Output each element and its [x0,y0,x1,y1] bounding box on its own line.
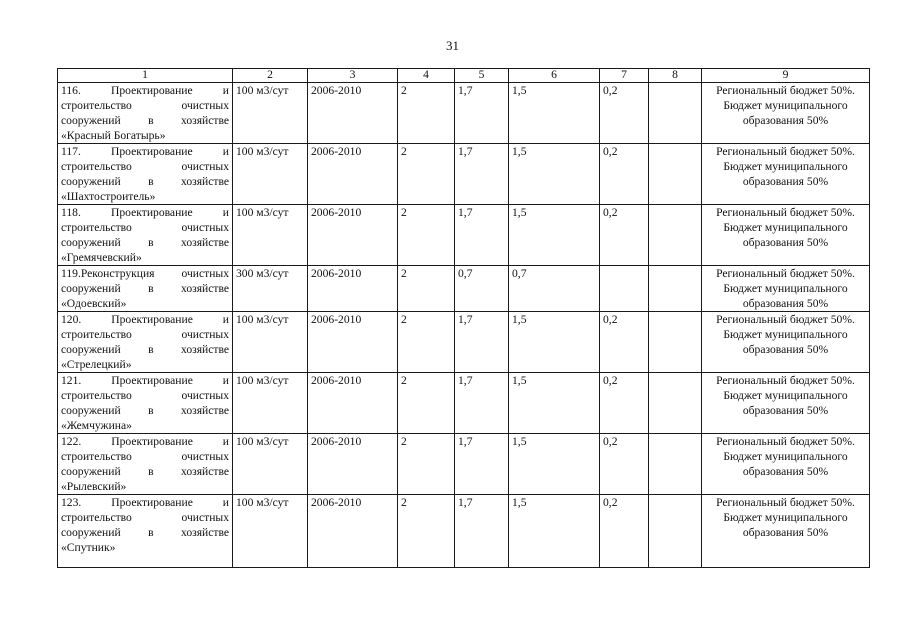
value-cell-6: 0,7 [509,266,600,312]
period-cell: 2006-2010 [308,373,398,434]
value-cell-8 [649,434,702,495]
period-cell: 2006-2010 [308,144,398,205]
value-cell-7 [600,266,649,312]
value-cell-6: 1,5 [509,205,600,266]
value-cell-8 [649,144,702,205]
value-cell-6: 1,5 [509,144,600,205]
period-cell: 2006-2010 [308,495,398,568]
funding-source-cell: Региональный бюджет 50%. Бюджет муниципального образования 50% [702,495,870,568]
capacity-cell: 100 м3/сут [233,83,308,144]
capacity-cell: 100 м3/сут [233,434,308,495]
period-cell: 2006-2010 [308,312,398,373]
funding-source-cell: Региональный бюджет 50%. Бюджет муниципального образования 50% [702,205,870,266]
project-name-cell: 123. Проектирование и строительство очистных сооружений в хозяйстве «Спутник» [58,495,233,568]
program-table [57,68,870,568]
project-name-cell: 122. Проектирование и строительство очистных сооружений в хозяйстве «Рылевский» [58,434,233,495]
period-cell: 2006-2010 [308,434,398,495]
funding-source-cell: Региональный бюджет 50%. Бюджет муниципального образования 50% [702,83,870,144]
project-name-cell: 120. Проектирование и строительство очистных сооружений в хозяйстве «Стрелецкий» [58,312,233,373]
value-cell-7: 0,2 [600,144,649,205]
value-cell-4: 2 [398,144,455,205]
table-row [58,434,870,495]
column-header: 4 [398,69,455,83]
project-name-cell: 121. Проектирование и строительство очистных сооружений в хозяйстве «Жемчужина» [58,373,233,434]
project-name-cell: 119.Реконструкция очистных сооружений в хозяйстве «Одоевский» [58,266,233,312]
value-cell-6: 1,5 [509,312,600,373]
funding-source-cell: Региональный бюджет 50%. Бюджет муниципального образования 50% [702,312,870,373]
column-header: 9 [702,69,870,83]
value-cell-6: 1,5 [509,434,600,495]
table-row [58,205,870,266]
value-cell-7: 0,2 [600,205,649,266]
column-header: 7 [600,69,649,83]
value-cell-4: 2 [398,495,455,568]
column-header: 2 [233,69,308,83]
capacity-cell: 100 м3/сут [233,373,308,434]
page-number: 31 [446,38,459,53]
column-header: 5 [455,69,509,83]
funding-source-cell: Региональный бюджет 50%. Бюджет муниципального образования 50% [702,144,870,205]
value-cell-5: 1,7 [455,434,509,495]
value-cell-7: 0,2 [600,434,649,495]
value-cell-8 [649,312,702,373]
value-cell-6: 1,5 [509,373,600,434]
table-row [58,312,870,373]
value-cell-7: 0,2 [600,312,649,373]
value-cell-4: 2 [398,83,455,144]
value-cell-6: 1,5 [509,83,600,144]
header-row [58,69,870,83]
table-row [58,266,870,312]
column-header: 8 [649,69,702,83]
value-cell-8 [649,205,702,266]
column-header: 1 [58,69,233,83]
value-cell-4: 2 [398,312,455,373]
value-cell-5: 0,7 [455,266,509,312]
capacity-cell: 300 м3/сут [233,266,308,312]
value-cell-8 [649,266,702,312]
column-header: 3 [308,69,398,83]
period-cell: 2006-2010 [308,266,398,312]
period-cell: 2006-2010 [308,205,398,266]
value-cell-8 [649,373,702,434]
table-row [58,373,870,434]
value-cell-4: 2 [398,266,455,312]
capacity-cell: 100 м3/сут [233,144,308,205]
value-cell-5: 1,7 [455,312,509,373]
funding-source-cell: Региональный бюджет 50%. Бюджет муниципального образования 50% [702,266,870,312]
value-cell-5: 1,7 [455,373,509,434]
funding-source-cell: Региональный бюджет 50%. Бюджет муниципального образования 50% [702,373,870,434]
period-cell: 2006-2010 [308,83,398,144]
capacity-cell: 100 м3/сут [233,495,308,568]
table-row [58,83,870,144]
value-cell-7: 0,2 [600,83,649,144]
table-row [58,144,870,205]
funding-source-cell: Региональный бюджет 50%. Бюджет муниципального образования 50% [702,434,870,495]
project-name-cell: 116. Проектирование и строительство очистных сооружений в хозяйстве «Красный Богатырь» [58,83,233,144]
value-cell-5: 1,7 [455,205,509,266]
value-cell-8 [649,83,702,144]
project-name-cell: 118. Проектирование и строительство очистных сооружений в хозяйстве «Гремячевский» [58,205,233,266]
value-cell-4: 2 [398,373,455,434]
column-header: 6 [509,69,600,83]
capacity-cell: 100 м3/сут [233,312,308,373]
capacity-cell: 100 м3/сут [233,205,308,266]
value-cell-8 [649,495,702,568]
value-cell-4: 2 [398,205,455,266]
value-cell-7: 0,2 [600,373,649,434]
value-cell-4: 2 [398,434,455,495]
value-cell-6: 1,5 [509,495,600,568]
value-cell-7: 0,2 [600,495,649,568]
value-cell-5: 1,7 [455,495,509,568]
value-cell-5: 1,7 [455,144,509,205]
table-row [58,495,870,568]
project-name-cell: 117. Проектирование и строительство очистных сооружений в хозяйстве «Шахтостроитель» [58,144,233,205]
value-cell-5: 1,7 [455,83,509,144]
